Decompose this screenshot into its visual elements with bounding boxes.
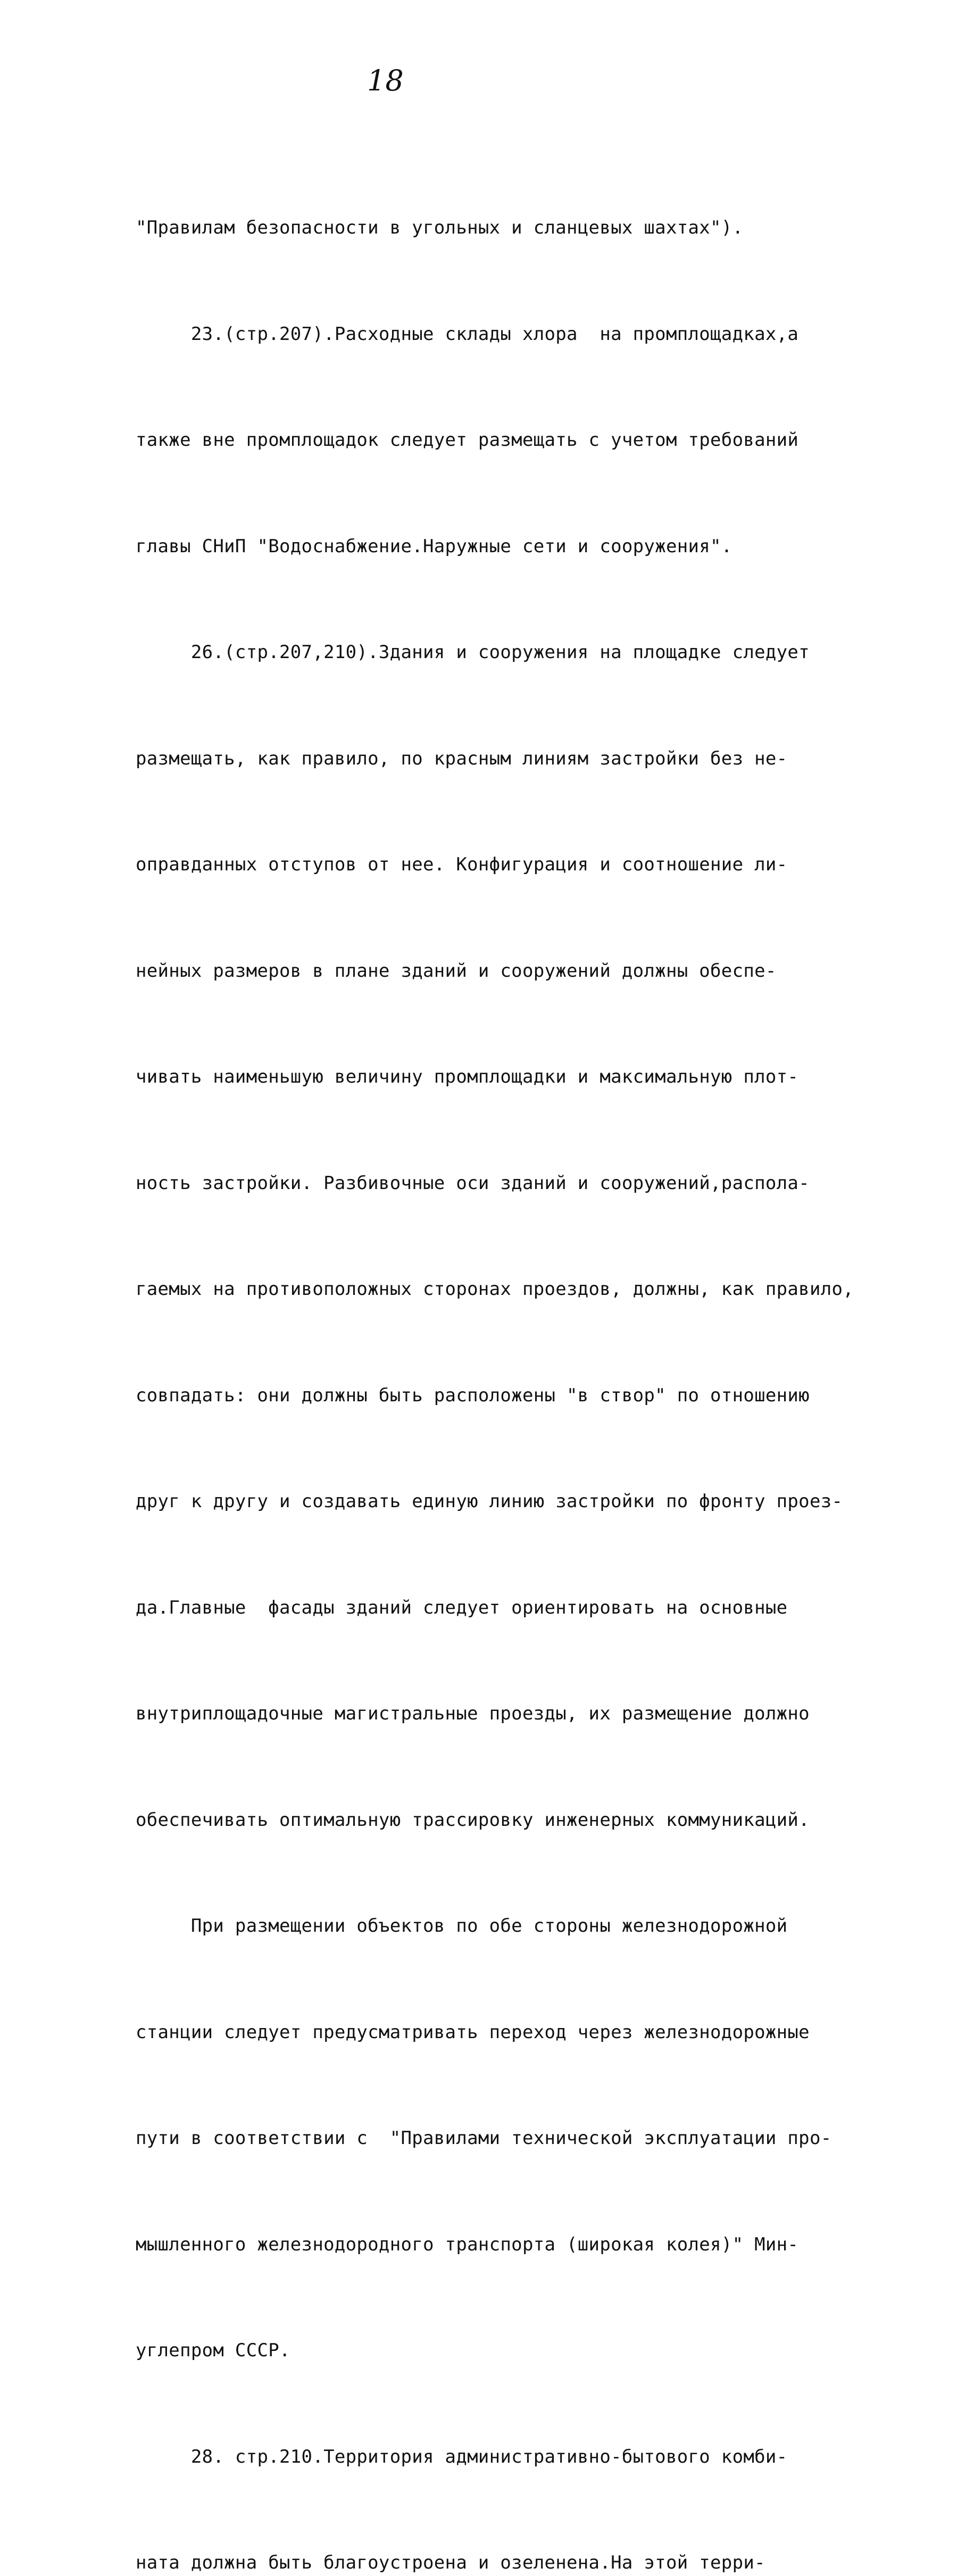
text-line: При размещении объектов по обе стороны железнодорожной xyxy=(136,1915,788,1937)
document-body xyxy=(136,139,859,2576)
text-line: гаемых на противоположных сторонах проездов, должны, как правило, xyxy=(136,1278,854,1300)
text-line: оправданных отступов от нее. Конфигурация и соотношение ли- xyxy=(136,854,788,875)
text-line: пути в соответствии с "Правилами технической эксплуатации про- xyxy=(136,2128,832,2149)
text-line: чивать наименьшую величину промплощадки и максимальную плот- xyxy=(136,1066,799,1087)
text-line: нейных размеров в плане зданий и сооружений должны обеспе- xyxy=(136,960,777,982)
text-line: 26.(стр.207,210).Здания и сооружения на площадке следует xyxy=(136,642,810,663)
text-line: мышленного железнодородного транспорта (широкая колея)" Мин- xyxy=(136,2233,799,2255)
text-line: главы СНиП "Водоснабжение.Наружные сети и сооружения". xyxy=(136,535,732,557)
text-line: да.Главные фасады зданий следует ориентировать на основные xyxy=(136,1597,788,1618)
text-line: обеспечивать оптимальную трассировку инженерных коммуникаций. xyxy=(136,1809,810,1831)
text-line: размещать, как правило, по красным линиям застройки без не- xyxy=(136,747,788,769)
text-line: совпадать: они должны быть расположены "в створ" по отношению xyxy=(136,1384,810,1406)
text-line: станции следует предусматривать переход через железнодорожные xyxy=(136,2021,810,2043)
text-line: 23.(стр.207).Расходные склады хлора на промплощадках,а xyxy=(136,323,799,345)
text-line: "Правилам безопасности в угольных и сланцевых шахтах"). xyxy=(136,217,744,238)
text-line: ность застройки. Разбивочные оси зданий и сооружений,распола- xyxy=(136,1172,810,1194)
page-number: 18 xyxy=(367,64,404,97)
text-line: ната должна быть благоустроена и озеленена.На этой терри- xyxy=(136,2552,765,2573)
text-line: друг к другу и создавать единую линию застройки по фронту проез- xyxy=(136,1491,843,1512)
text-line: внутриплощадочные магистральные проезды, их размещение должно xyxy=(136,1703,810,1724)
text-line: также вне промплощадок следует размещать с учетом требований xyxy=(136,429,799,451)
text-line: углепром СССР. xyxy=(136,2340,290,2361)
text-line: 28. стр.210.Территория административно-бытового комби- xyxy=(136,2446,788,2467)
